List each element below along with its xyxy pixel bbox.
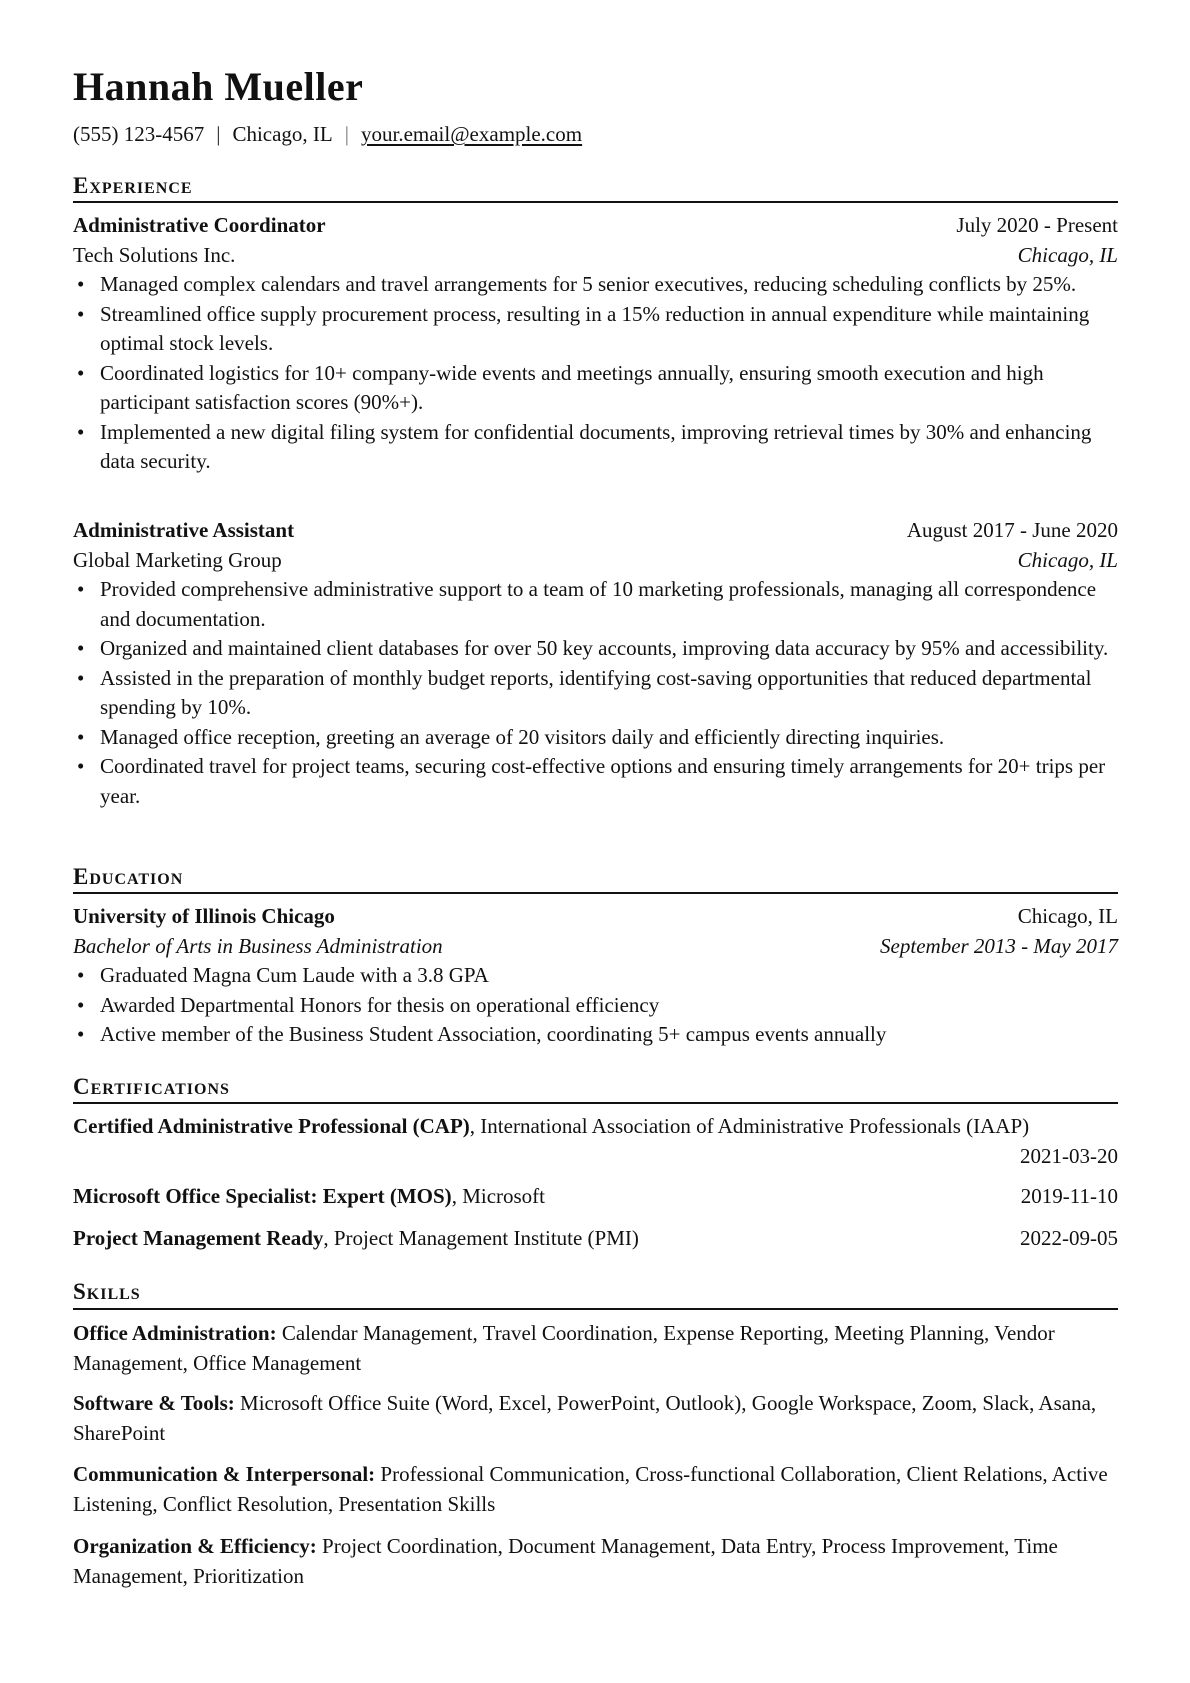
job-dates: July 2020 - Present	[956, 213, 1118, 237]
skill-group	[73, 1460, 1118, 1519]
job-location: Chicago, IL	[1017, 547, 1118, 572]
bullet-item: • Assisted in the preparation of monthly budget reports, identifying cost-saving opportunities that reduced departmental spending by 10%.	[73, 664, 1118, 723]
job-role: Administrative Coordinator	[73, 213, 326, 237]
section-title-certifications: Certifications	[73, 1074, 230, 1099]
education-entry	[73, 902, 1118, 1050]
skill-items: Calendar Management, Travel Coordination, Expense Reporting, Meeting Planning, Vendor Management, Office Management	[73, 1321, 1055, 1375]
job-company: Global Marketing Group	[73, 547, 282, 572]
cert-item: Project Management Ready, Project Management Institute (PMI) 2022-09-05	[73, 1224, 1118, 1254]
separator: |	[216, 122, 221, 146]
location: Chicago, IL	[232, 122, 333, 146]
bullet-item: • Awarded Departmental Honors for thesis on operational efficiency	[73, 991, 1118, 1021]
skill-label: Communication & Interpersonal:	[73, 1462, 376, 1486]
job-dates: August 2017 - June 2020	[906, 518, 1118, 542]
education-bullets	[73, 961, 1118, 1050]
section-rule	[73, 201, 1118, 203]
skill-group	[73, 1532, 1118, 1591]
cert-date: 2021-03-20	[1020, 1143, 1118, 1168]
candidate-name: Hannah Mueller	[73, 64, 364, 109]
school-location: Chicago, IL	[1017, 904, 1118, 928]
skill-label: Organization & Efficiency:	[73, 1534, 317, 1558]
section-rule	[73, 1102, 1118, 1104]
skill-group	[73, 1319, 1118, 1378]
cert-name: Microsoft Office Specialist: Expert (MOS)	[73, 1184, 452, 1208]
skill-label: Software & Tools:	[73, 1391, 235, 1415]
bullet-item: • Graduated Magna Cum Laude with a 3.8 GPA	[73, 961, 1118, 991]
cert-date: 2022-09-05	[1020, 1226, 1118, 1250]
section-rule	[73, 1308, 1118, 1310]
bullet-item: • Streamlined office supply procurement process, resulting in a 15% reduction in annual expenditure while maintaining optimal stock levels.	[73, 300, 1118, 359]
resume-page	[73, 0, 1118, 1683]
section-title-education: Education	[73, 864, 184, 889]
contact-line	[73, 124, 1118, 145]
skill-items: Project Coordination, Document Management, Data Entry, Process Improvement, Time Management, Prioritization	[73, 1534, 1058, 1588]
school-name: University of Illinois Chicago	[73, 904, 335, 928]
job-company: Tech Solutions Inc.	[73, 242, 236, 267]
job-bullets	[73, 575, 1118, 811]
bullet-item: • Coordinated logistics for 10+ company-wide events and meetings annually, ensuring smooth execution and high participant satisfaction scores (90%+).	[73, 359, 1118, 418]
cert-issuer: Project Management Institute (PMI)	[333, 1226, 639, 1250]
job-location: Chicago, IL	[1017, 242, 1118, 267]
cert-issuer: Microsoft	[462, 1184, 546, 1208]
skill-group	[73, 1389, 1118, 1448]
education-dates: September 2013 - May 2017	[880, 933, 1118, 958]
job-entry	[73, 516, 1118, 811]
email-link[interactable]: your.email@example.com	[360, 122, 583, 146]
phone: (555) 123-4567	[73, 122, 205, 146]
bullet-item: • Managed complex calendars and travel arrangements for 5 senior executives, reducing scheduling conflicts by 25%.	[73, 270, 1118, 300]
cert-item: Microsoft Office Specialist: Expert (MOS), Microsoft 2019-11-10	[73, 1182, 1118, 1212]
separator: |	[344, 122, 349, 146]
skill-label: Office Administration:	[73, 1321, 277, 1345]
section-title-skills: Skills	[73, 1279, 141, 1304]
job-bullets	[73, 270, 1118, 477]
skill-items: Microsoft Office Suite (Word, Excel, PowerPoint, Outlook), Google Workspace, Zoom, Slack, Asana, SharePoint	[73, 1391, 1097, 1445]
bullet-item: • Implemented a new digital filing system for confidential documents, improving retrieval times by 30% and enhancing data security.	[73, 418, 1118, 477]
cert-issuer: International Association of Administrative Professionals (IAAP)	[480, 1114, 1030, 1138]
cert-date: 2019-11-10	[1020, 1184, 1118, 1208]
section-title-experience: Experience	[73, 173, 193, 198]
section-rule	[73, 892, 1118, 894]
bullet-item: • Active member of the Business Student Association, coordinating 5+ campus events annually	[73, 1020, 1118, 1050]
bullet-item: • Organized and maintained client databases for over 50 key accounts, improving data accuracy by 95% and accessibility.	[73, 634, 1118, 664]
bullet-item: • Coordinated travel for project teams, securing cost-effective options and ensuring timely arrangements for 20+ trips per year.	[73, 752, 1118, 811]
job-entry	[73, 211, 1118, 477]
cert-name: Project Management Ready	[73, 1226, 324, 1250]
job-role: Administrative Assistant	[73, 518, 295, 542]
skill-items: Professional Communication, Cross-functional Collaboration, Client Relations, Active Listening, Conflict Resolution, Presentation Skills	[73, 1462, 1108, 1516]
cert-name: Certified Administrative Professional (CAP)	[73, 1114, 470, 1138]
cert-item: Certified Administrative Professional (CAP), International Association of Administrative Professionals (IAAP) 2021-03-20	[73, 1112, 1118, 1171]
degree: Bachelor of Arts in Business Administration	[73, 933, 443, 958]
bullet-item: • Managed office reception, greeting an average of 20 visitors daily and efficiently directing inquiries.	[73, 723, 1118, 753]
bullet-item: • Provided comprehensive administrative support to a team of 10 marketing professionals, managing all correspondence and documentation.	[73, 575, 1118, 634]
